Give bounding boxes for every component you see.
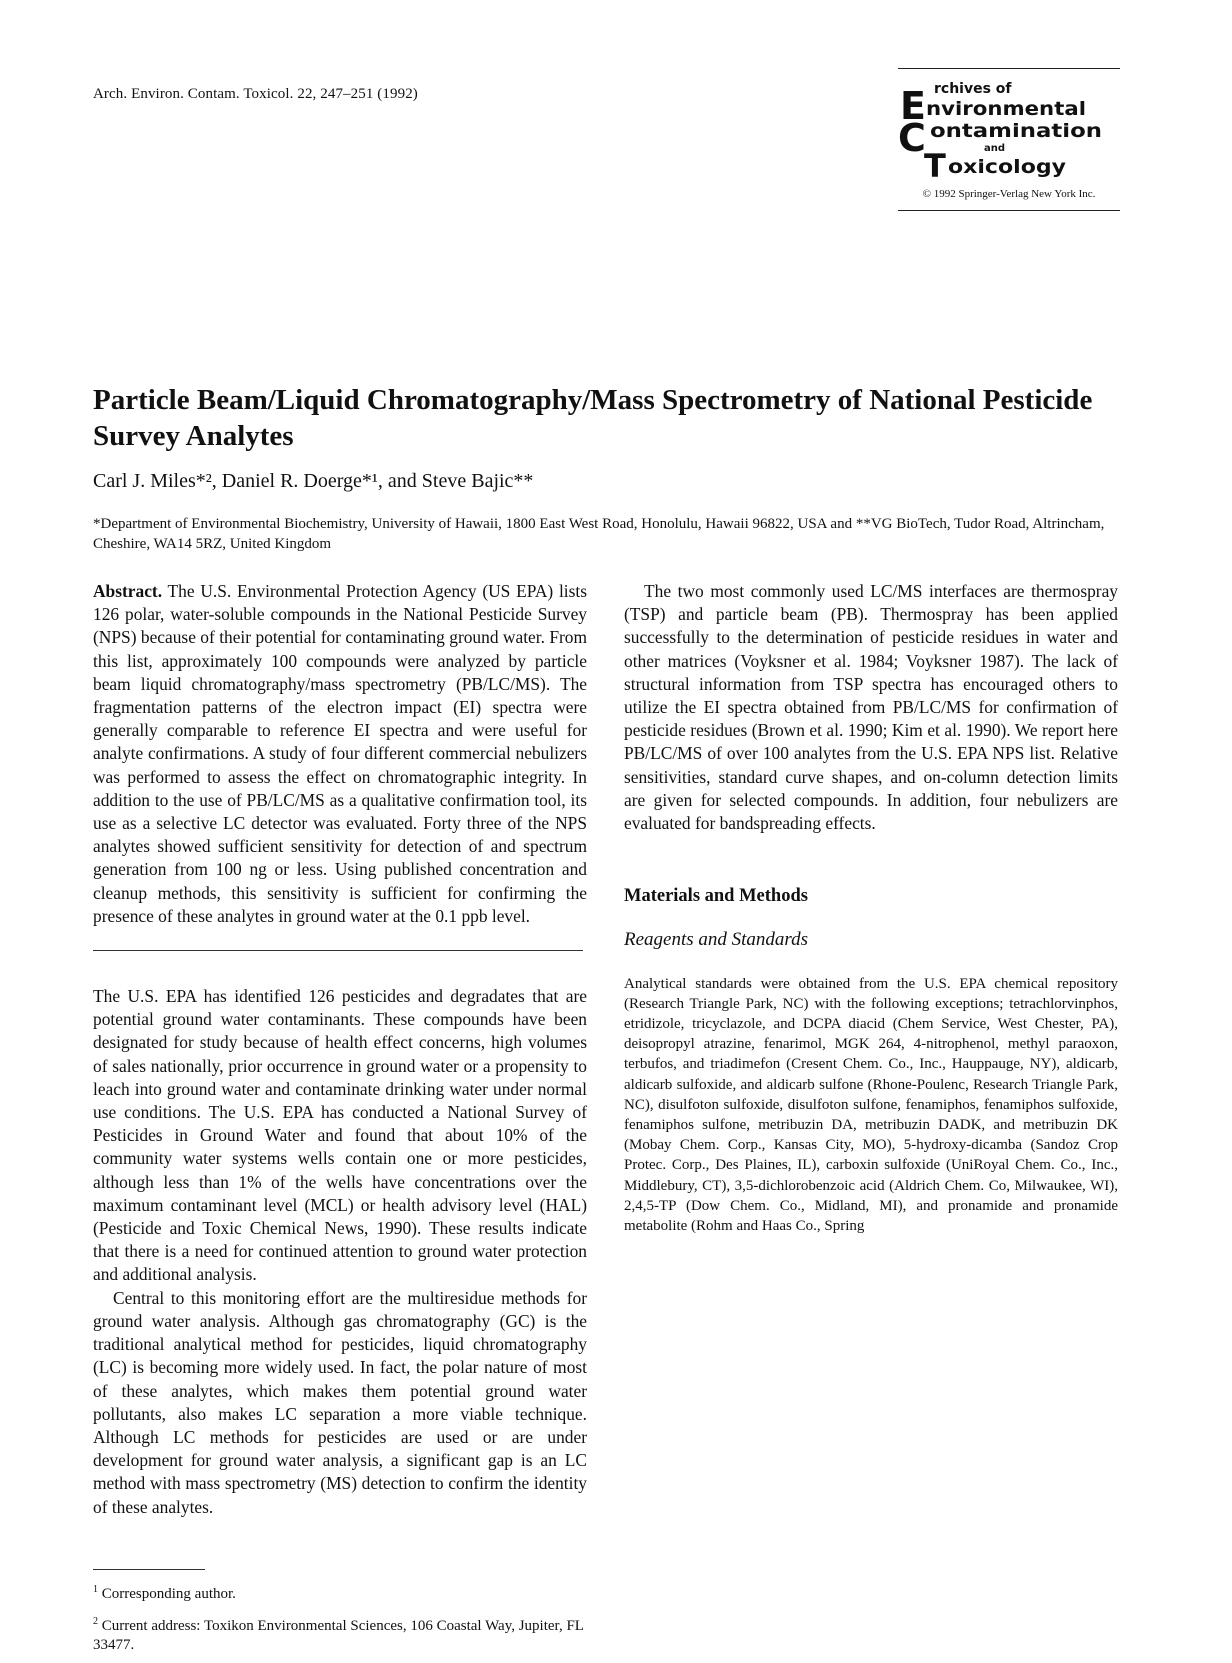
section-heading: Materials and Methods <box>624 886 808 907</box>
abstract <box>93 580 587 928</box>
logo-line3: ontamination <box>930 120 1102 142</box>
svg-text:T: T <box>924 147 946 179</box>
footnote-1: $^1$ Corresponding author. <box>93 1583 236 1602</box>
svg-text:C: C <box>898 116 926 160</box>
logo-line2: nvironmental <box>926 98 1086 120</box>
journal-logo-block <box>898 68 1120 211</box>
subsection-heading: Reagents and Standards <box>624 929 809 951</box>
journal-citation: Arch. Environ. Contam. Toxicol. 22, 247–251 (1992) <box>93 86 418 102</box>
journal-logo <box>898 75 1120 179</box>
methods-paragraph-1: Analytical standards were obtained from the U.S. EPA chemical repository (Research Triangle Park, NC) with the following exceptions; tetrachlorvinphos, etridizole, tricyclazole, and DCPA diacid (Chem Service, West Chester, PA), deisopropyl atrazine, fenarimol, MGK 264, 4-nitrophenol, methyl paraoxon, terbufos, and triadimefon (Cresent Chem. Co., Inc., Hauppauge, NY), aldicarb, aldicarb sulfoxide, and aldicarb sulfone (Rhone-Poulenc, Research Triangle Park, NC), disulfoton sulfoxide, disulfoton sulfone, fenamiphos, fenamiphos sulfoxide, fenamiphos sulfone, metribuzin DA, metribuzin DADK, and metribuzin DK (Mobay Chem. Corp., Kansas City, MO), 5-hydroxy-dicamba (Sandoz Crop Protec. Corp., Des Plaines, IL), carboxin sulfoxide (UniRoyal Chem. Co., Inc., Middlebury, CT), 3,5-dichlorobenzoic acid (Aldrich Chem. Co, Milwaukee, WI), 2,4,5-TP (Dow Chem. Co., Midland, MI), and pronamide and pronamide metabolite (Rohm and Haas Co., Spring <box>624 975 1118 1235</box>
abstract-label: Abstract. <box>93 581 163 601</box>
left-column <box>93 580 587 1663</box>
author-affiliation: *Department of Environmental Biochemistry, University of Hawaii, 1800 East West Road, Honolulu, Hawaii 96822, USA and **VG BioTech, Tudor Road, Altrincham, Cheshire, WA14 5RZ, United Kingdom <box>93 516 1105 552</box>
abstract-text: The U.S. Environmental Protection Agency (US EPA) lists 126 polar, water-soluble compounds in the National Pesticide Survey (NPS) because of their potential for contaminating ground water. From this list, approximately 100 compounds were analyzed by particle beam liquid chromatography/mass spectrometry (PB/LC/MS). The fragmentation patterns of the electron impact (EI) spectra were generally comparable to reference EI spectra and were useful for analyte confirmations. A study of four different commercial nebulizers was performed to assess the effect on chromatographic integrity. In addition to the use of PB/LC/MS as a qualitative confirmation tool, its use as a selective LC detector was evaluated. Forty three of the NPS analytes showed sufficient sensitivity for detection of and spectrum generation from 100 ng or less. Using published concentration and cleanup methods, this sensitivity is sufficient for confirming the presence of these analytes in ground water at the 0.1 ppb level. <box>93 581 587 926</box>
abstract-separator <box>93 950 583 951</box>
footnote-separator <box>93 1569 205 1570</box>
author-list: Carl J. Miles*², Daniel R. Doerge*¹, and Steve Bajic** <box>93 470 534 492</box>
intro-paragraph-1: The U.S. EPA has identified 126 pesticides and degradates that are potential ground water contaminants. These compounds have been designated for study because of health effect concerns, high volumes of sales nationally, prior occurrence in ground water or a propensity to leach into ground water and contaminate drinking water under normal use conditions. The U.S. EPA has conducted a National Survey of Pesticides in Ground Water and found that about 10% of the community water systems wells contain one or more pesticides, although less than 1% of the wells have concentrations over the maximum contaminant level (MCL) or health advisory level (HAL) (Pesticide and Toxic Chemical News, 1990). These results indicate that there is a need for continued attention to ground water protection and additional analysis. <box>93 986 587 1285</box>
article-title: Particle Beam/Liquid Chromatography/Mass Spectrometry of National Pesticide Survey Analytes <box>93 384 1093 452</box>
logo-top-rule <box>898 68 1120 69</box>
logo-line1: rchives of <box>934 81 1012 97</box>
svg-text:E: E <box>900 84 926 128</box>
copyright-line: © 1992 Springer-Verlag New York Inc. <box>922 188 1096 200</box>
logo-line5: oxicology <box>948 156 1067 178</box>
intro-paragraph-3: The two most commonly used LC/MS interfaces are thermospray (TSP) and particle beam (PB). Thermospray has been applied successfully to the determination of pesticide residues in water and other matrices (Voyksner et al. 1984; Voyksner 1987). The lack of structural information from TSP spectra has encouraged others to utilize the EI spectra obtained from PB/LC/MS for confirmation of pesticide residues (Brown et al. 1990; Kim et al. 1990). We report here PB/LC/MS of over 100 analytes from the U.S. EPA NPS list. Relative sensitivities, standard curve shapes, and on-column detection limits are given for selected compounds. In addition, four nebulizers are evaluated for bandspreading effects. <box>624 581 1118 834</box>
logo-line4: and <box>984 143 1006 154</box>
right-column <box>624 580 1118 1236</box>
footnote-2: $^2$ Current address: Toxikon Environmental Sciences, 106 Coastal Way, Jupiter, FL 33477. <box>93 1615 584 1653</box>
logo-bottom-rule <box>898 210 1120 211</box>
intro-paragraph-2: Central to this monitoring effort are the multiresidue methods for ground water analysis. Although gas chromatography (GC) is the traditional analytical method for pesticides, liquid chromatography (LC) is becoming more widely used. In fact, the polar nature of most of these analytes, which makes them potential ground water pollutants, also makes LC separation a more viable technique. Although LC methods for pesticides are used or are under development for ground water analysis, a significant gap is an LC method with mass spectrometry (MS) detection to confirm the identity of these analytes. <box>93 1287 587 1517</box>
